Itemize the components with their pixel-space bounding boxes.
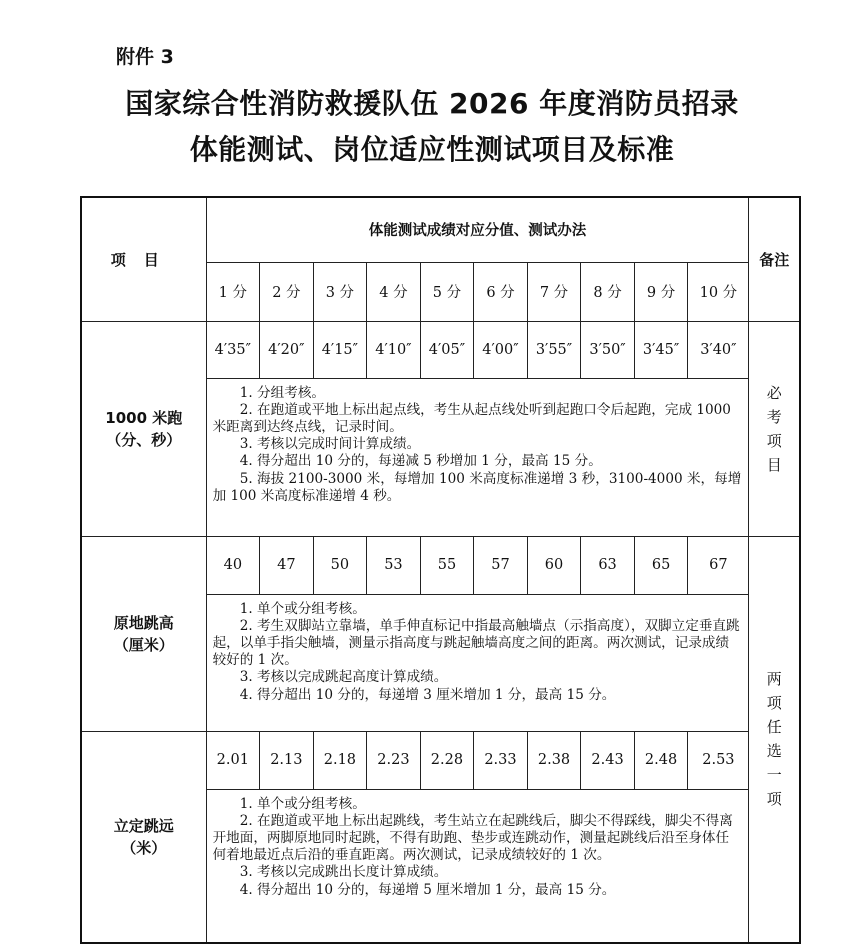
value-cell: 2.23 (367, 731, 421, 789)
value-cell: 50 (313, 536, 367, 594)
value-cell: 2.38 (527, 731, 581, 789)
value-cell: 2.43 (581, 731, 635, 789)
value-cell: 57 (474, 536, 528, 594)
value-cell: 2.28 (420, 731, 474, 789)
method-line: 2. 在跑道或平地上标出起跳线，考生站立在起跳线后，脚尖不得踩线，脚尖不得离开地面，两脚原地同时起跳，不得有助跑、垫步或连跳动作，测量起跳线后沿至身体任何着地最近点后沿的垂直距离。两次测试，记录成绩较好的 1 次。 (212, 812, 733, 864)
value-cell: 2.53 (688, 731, 749, 789)
value-cell: 3′55″ (527, 321, 581, 378)
value-cell: 3′40″ (688, 321, 749, 378)
score-cell: 6 分 (474, 262, 528, 321)
method-long-jump (206, 789, 749, 943)
value-cell: 60 (527, 536, 581, 594)
score-cell: 1 分 (206, 262, 260, 321)
item-name-line: 1000 米跑 (105, 408, 183, 427)
document-title-line-2: 体能测试、岗位适应性测试项目及标准 (189, 133, 675, 166)
value-cell: 3′50″ (581, 321, 635, 378)
value-cell: 4′00″ (474, 321, 528, 378)
value-cell: 53 (367, 536, 421, 594)
item-name-unit: （分、秒） (106, 430, 182, 449)
value-cell: 4′35″ (206, 321, 260, 378)
value-cell: 47 (260, 536, 314, 594)
note-choose-one (749, 536, 800, 943)
method-line: 4. 得分超出 10 分的，每递增 3 厘米增加 1 分，最高 15 分。 (239, 686, 616, 703)
item-name-line: 立定跳远 (113, 816, 174, 835)
method-line: 4. 得分超出 10 分的，每递减 5 秒增加 1 分，最高 15 分。 (239, 453, 602, 470)
header-main: 体能测试成绩对应分值、测试办法 (206, 197, 749, 262)
value-cell: 3′45″ (634, 321, 688, 378)
table-row (81, 321, 800, 378)
standards-table (80, 196, 801, 944)
method-line: 2. 在跑道或平地上标出起点线，考生从起点线处听到起跑口令后起跑，完成 1000 米距离到达终点线，记录时间。 (212, 401, 731, 435)
score-cell: 2 分 (260, 262, 314, 321)
value-cell: 2.13 (260, 731, 314, 789)
item-name-long-jump (81, 731, 206, 943)
item-name-high-jump (81, 536, 206, 731)
method-line: 3. 考核以完成跳出长度计算成绩。 (239, 864, 448, 881)
score-cell: 3 分 (313, 262, 367, 321)
score-cell: 9 分 (634, 262, 688, 321)
header-item: 项目 (81, 197, 206, 321)
method-line: 3. 考核以完成时间计算成绩。 (239, 436, 421, 453)
value-cell: 4′20″ (260, 321, 314, 378)
method-line: 1. 单个或分组考核。 (239, 600, 366, 617)
value-cell: 65 (634, 536, 688, 594)
method-line: 1. 分组考核。 (239, 384, 326, 401)
method-line: 1. 单个或分组考核。 (239, 795, 366, 812)
document-title-line-1: 国家综合性消防救援队伍 2026 年度消防员招录 (125, 87, 739, 120)
item-name-run (81, 321, 206, 536)
attachment-label: 附件 3 (116, 46, 174, 68)
item-name-unit: （厘米） (113, 635, 174, 654)
item-name-unit: （米） (121, 838, 167, 857)
table-row (81, 536, 800, 594)
method-high-jump (206, 594, 749, 731)
value-cell: 55 (420, 536, 474, 594)
item-name-line: 原地跳高 (113, 613, 174, 632)
value-cell: 2.48 (634, 731, 688, 789)
score-cell: 8 分 (581, 262, 635, 321)
score-cell: 4 分 (367, 262, 421, 321)
score-cell: 10 分 (688, 262, 749, 321)
note-text: 两项任选一项 (766, 670, 782, 809)
method-line: 5. 海拔 2100-3000 米，每增加 100 米高度标准递增 3 秒，3100-4000 米，每增加 100 米高度标准递增 4 秒。 (212, 470, 742, 504)
score-cell: 5 分 (420, 262, 474, 321)
method-line: 2. 考生双脚站立靠墙，单手伸直标记中指最高触墙点（示指高度），双脚立定垂直跳起，以单手指尖触墙，测量示指高度与跳起触墙高度之间的距离。两次测试，记录成绩较好的 1 次。 (212, 617, 740, 669)
note-text: 必考项目 (766, 383, 782, 474)
method-line: 4. 得分超出 10 分的，每递增 5 厘米增加 1 分，最高 15 分。 (239, 881, 616, 898)
value-cell: 2.33 (474, 731, 528, 789)
value-cell: 2.18 (313, 731, 367, 789)
table-row (81, 731, 800, 789)
note-required (749, 321, 800, 536)
value-cell: 67 (688, 536, 749, 594)
value-cell: 40 (206, 536, 260, 594)
value-cell: 4′10″ (367, 321, 421, 378)
value-cell: 4′15″ (313, 321, 367, 378)
value-cell: 4′05″ (420, 321, 474, 378)
value-cell: 2.01 (206, 731, 260, 789)
value-cell: 63 (581, 536, 635, 594)
score-cell: 7 分 (527, 262, 581, 321)
header-note: 备注 (749, 197, 800, 321)
method-run (206, 378, 749, 536)
method-line: 3. 考核以完成跳起高度计算成绩。 (239, 669, 448, 686)
